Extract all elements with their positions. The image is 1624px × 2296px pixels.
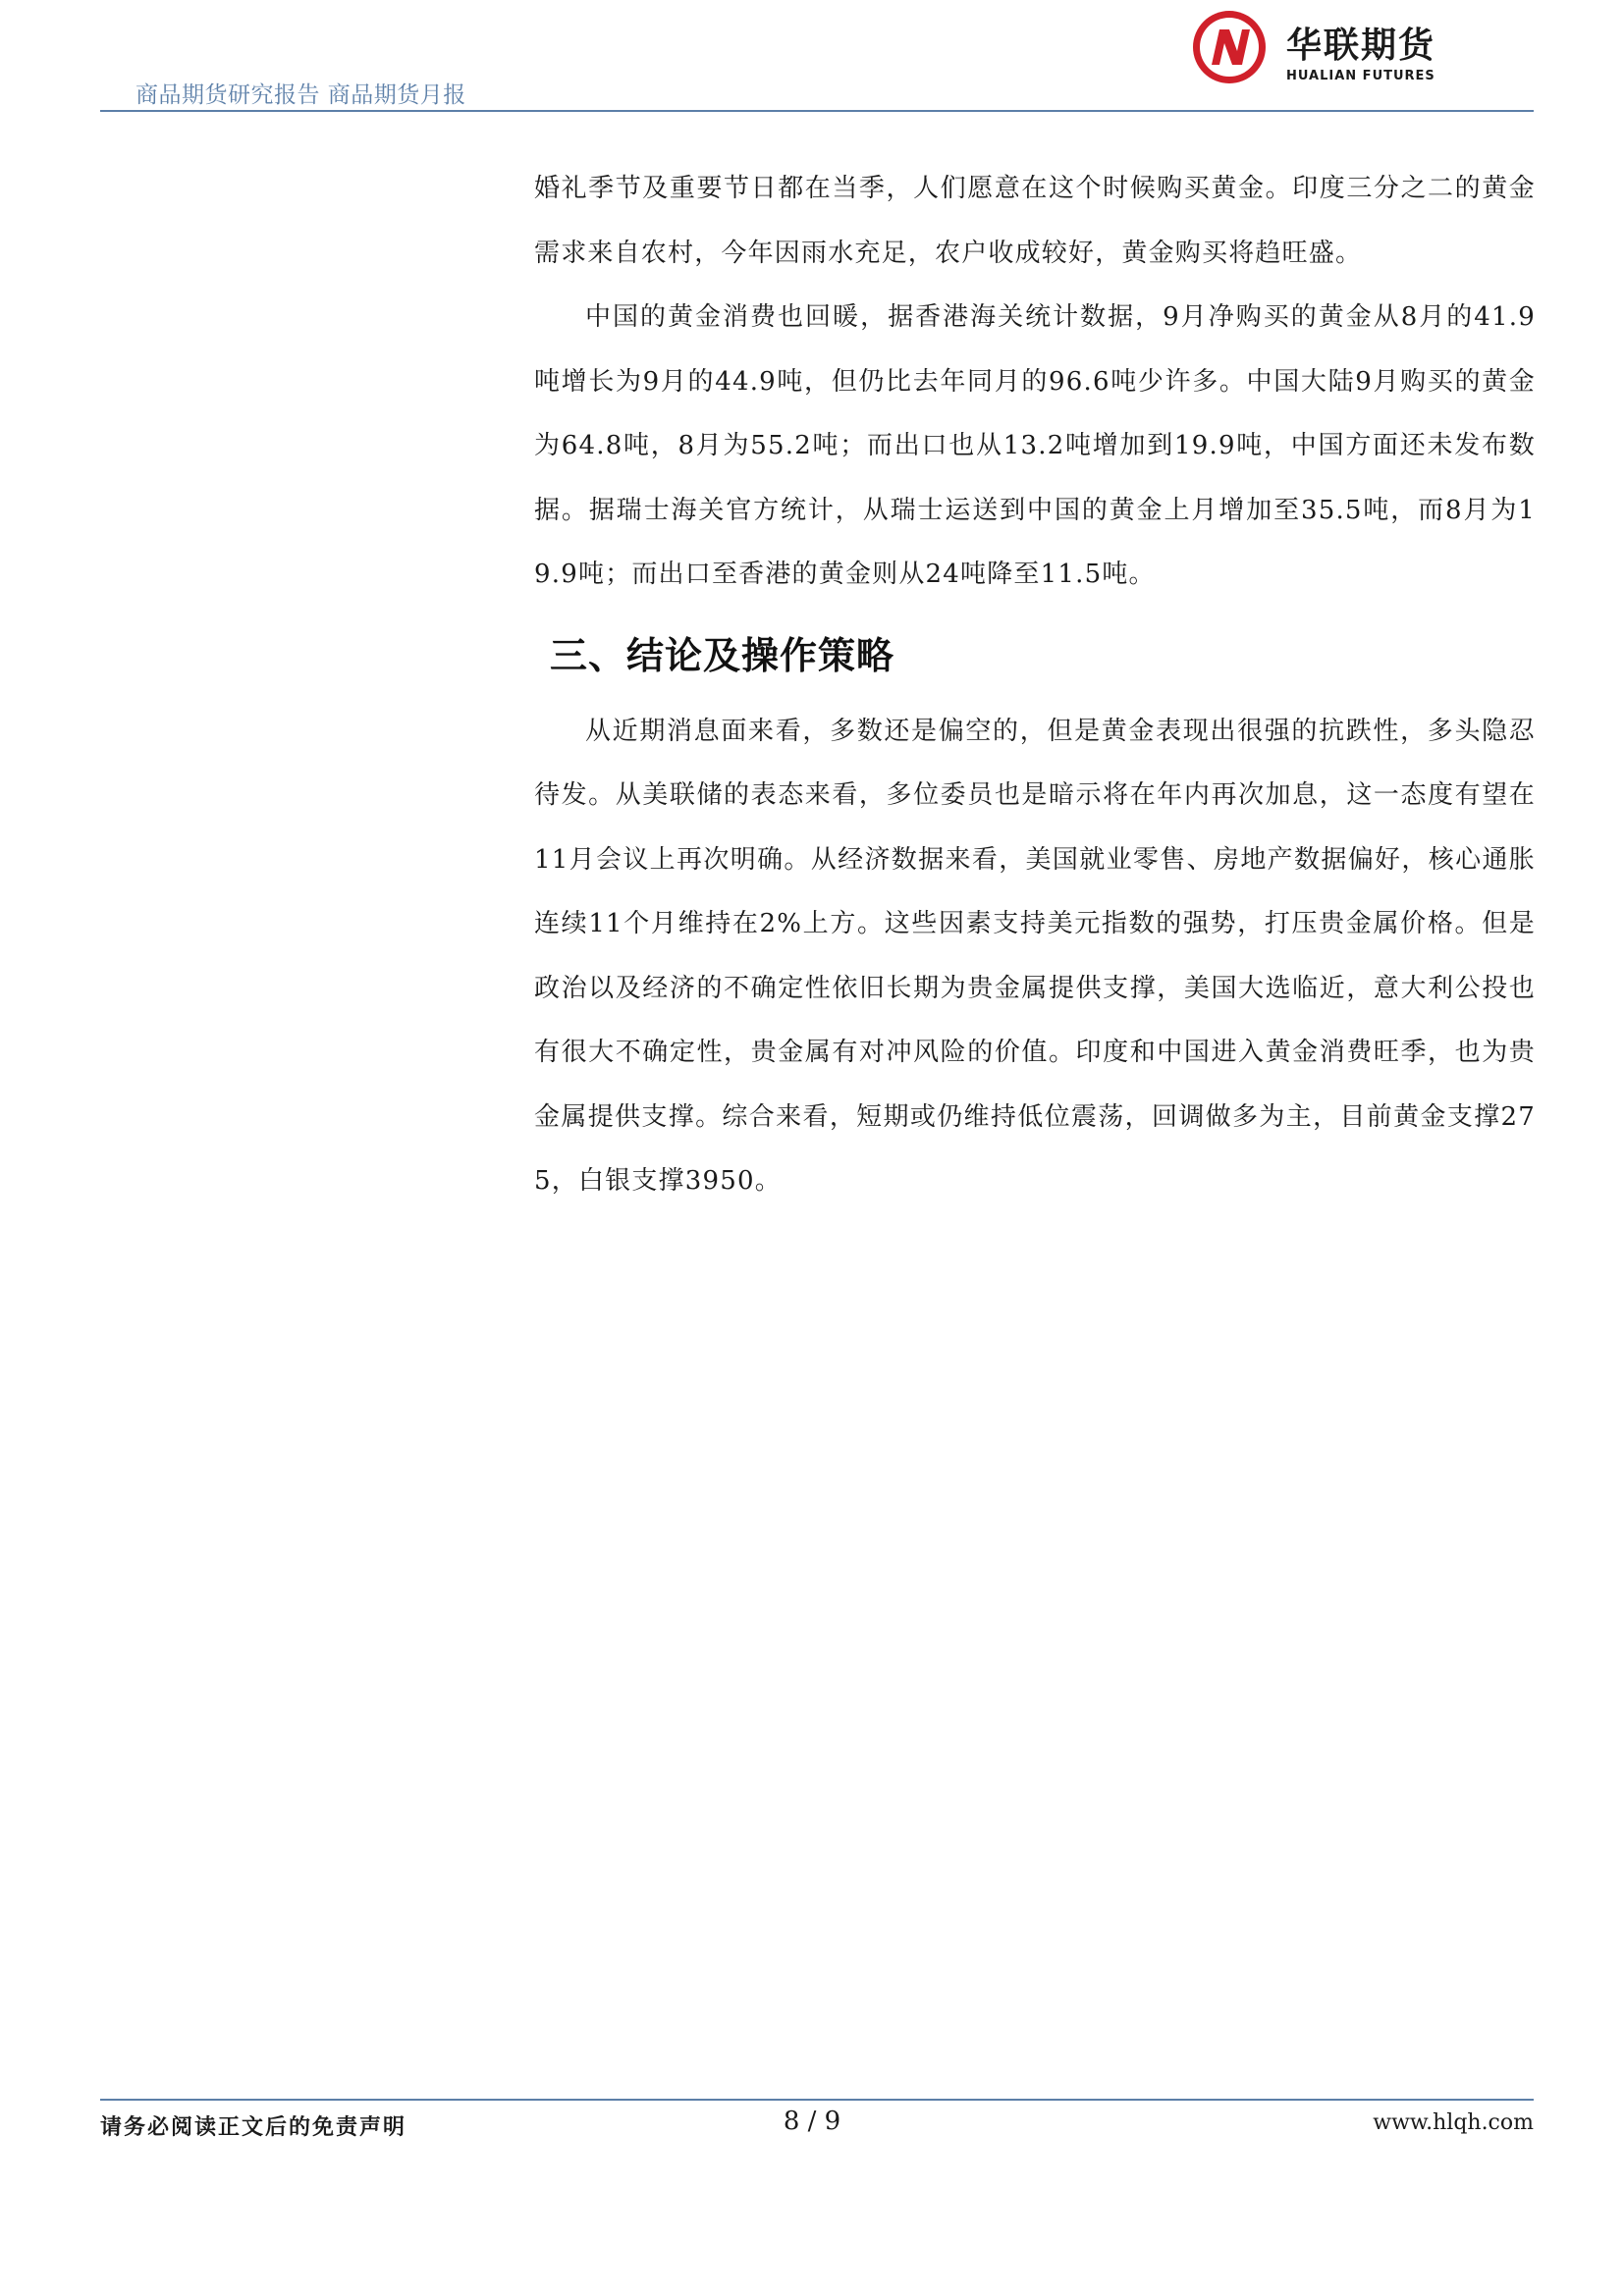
document-body [534,157,1536,1214]
logo-chinese-name: 华联期货 [1286,26,1436,66]
body-paragraph: 婚礼季节及重要节日都在当季，人们愿意在这个时候购买黄金。印度三分之二的黄金需求来自农村，今年因雨水充足，农户收成较好，黄金购买将趋旺盛。 [534,174,1536,268]
report-header-title: 商品期货研究报告 商品期货月报 [135,82,466,108]
conclusion-paragraph: 从近期消息面来看，多数还是偏空的，但是黄金表现出很强的抗跌性，多头隐忍待发。从美联储的表态来看，多位委员也是暗示将在年内再次加息，这一态度有望在11月会议上再次明确。从经济数据来看，美国就业零售、房地产数据偏好，核心通胀连续11个月维持在2%上方。这些因素支持美元指数的强势，打压贵金属价格。但是政治以及经济的不确定性依旧长期为贵金属提供支撑，美国大选临近，意大利公投也有很大不确定性，贵金属有对冲风险的价值。印度和中国进入黄金消费旺季，也为贵金属提供支撑。综合来看，短期或仍维持低位震荡，回调做多为主，目前黄金支撑275，白银支撑3950。 [534,716,1536,1196]
header-divider [100,110,1534,112]
footer-disclaimer: 请务必阅读正文后的免责声明 [100,2115,407,2140]
company-logo [1190,8,1445,86]
page-number: 8 / 9 [783,2107,841,2136]
footer-website: www.hlqh.com [1373,2110,1534,2135]
body-paragraph: 中国的黄金消费也回暖，据香港海关统计数据，9月净购买的黄金从8月的41.9吨增长为9月的44.9吨，但仍比去年同月的96.6吨少许多。中国大陆9月购买的黄金为64.8吨，8月为55.2吨；而出口也从13.2吨增加到19.9吨，中国方面还未发布数据。据瑞士海关官方统计，从瑞士运送到中国的黄金上月增加至35.5吨，而8月为19.9吨；而出口至香港的黄金则从24吨降至11.5吨。 [534,302,1536,589]
hualian-logo-icon [1190,8,1269,86]
logo-english-name: HUALIAN FUTURES [1286,69,1435,83]
section-heading: 三、结论及操作策略 [550,633,895,677]
footer-divider [100,2099,1534,2101]
